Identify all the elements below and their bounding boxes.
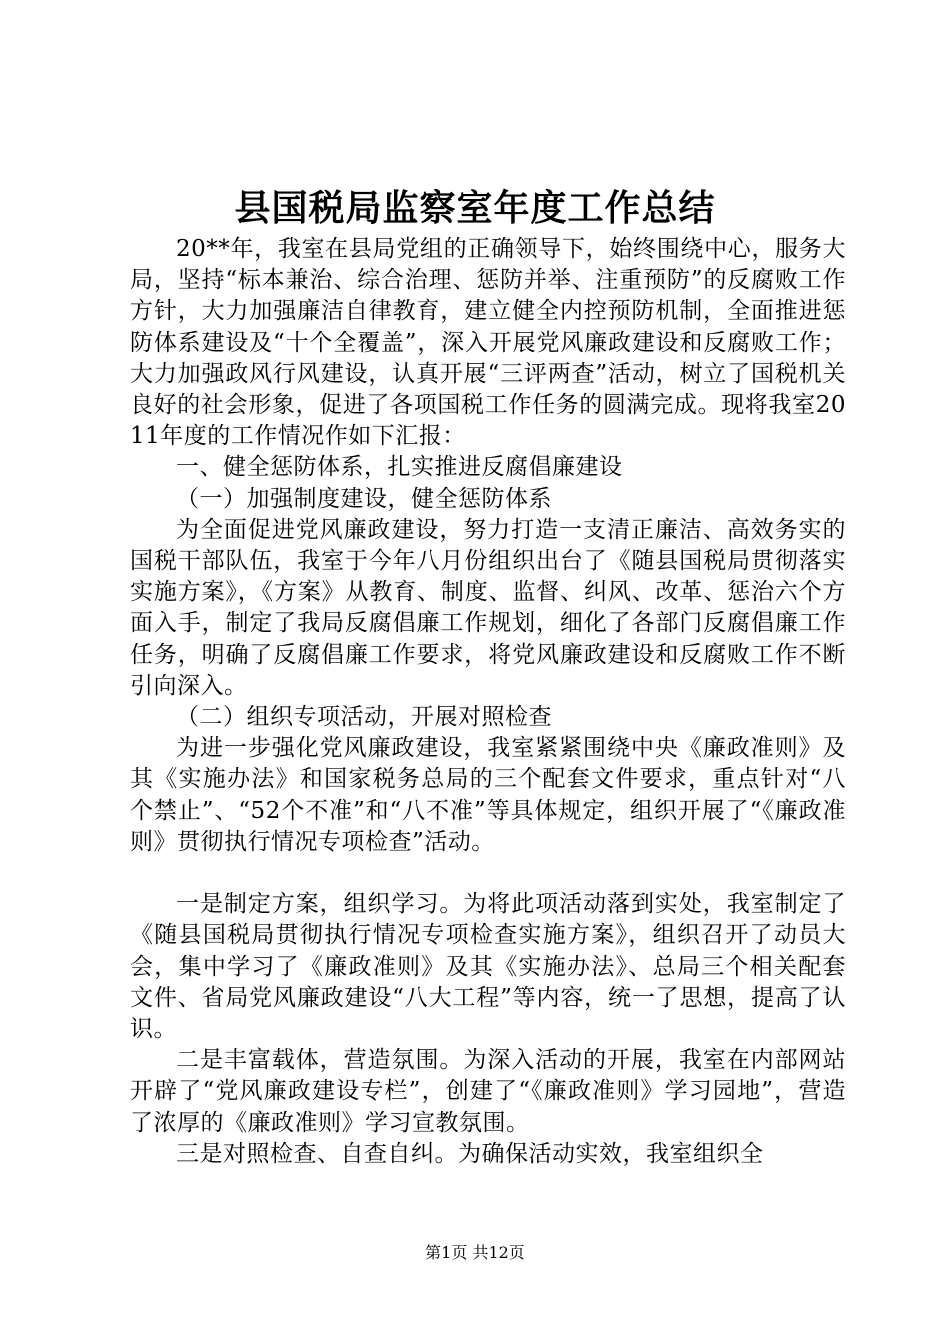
subsection-heading-2: （二）组织专项活动，开展对照检查 (176, 704, 552, 731)
document-title: 县国税局监察室年度工作总结 (234, 187, 716, 229)
intro-paragraph: 20**年，我室在县局党组的正确领导下，始终围绕中心，服务大局，坚持“标本兼治、综合治理、惩防并举、注重预防”的反腐败工作方针，大力加强廉洁自律教育，建立健全内控预防机制，全面推进惩防体系建设及“十个全覆盖”，深入开展党风廉政建设和反腐败工作；大力加强政风行风建设，认真开展“三评两查”活动，树立了国税机关良好的社会形象，促进了各项国税工作任务的圆满完成。现将我室2011年度的工作情况作如下汇报： (130, 236, 846, 450)
body-paragraph: 一是制定方案，组织学习。为将此项活动落到实处，我室制定了《随县国税局贯彻执行情况专项检查实施方案》，组织召开了动员大会，集中学习了《廉政准则》及其《实施办法》、总局三个相关配套文件、省局党风廉政建设“八大工程”等内容，统一了思想，提高了认识。 (130, 891, 846, 1043)
body-paragraph: 二是丰富载体，营造氛围。为深入活动的开展，我室在内部网站开辟了“党风廉政建设专栏”，创建了“《廉政准则》学习园地”，营造了浓厚的《廉政准则》学习宣教氛围。 (130, 1047, 846, 1136)
section-heading-1: 一、健全惩防体系，扎实推进反腐倡廉建设 (176, 454, 623, 481)
blank-line (130, 858, 846, 889)
body-paragraph: 为进一步强化党风廉政建设，我室紧紧围绕中央《廉政准则》及其《实施办法》和国家税务总局的三个配套文件要求，重点针对“八个禁止”、“52个不准”和“八不准”等具体规定，组织开展了“《廉政准则》贯彻执行情况专项检查”活动。 (130, 735, 846, 855)
subsection-heading-1: （一）加强制度建设，健全惩防体系 (176, 485, 552, 512)
page-number-footer: 第1页 共12页 (425, 1243, 525, 1262)
document-body (130, 234, 846, 1170)
body-paragraph: 为全面促进党风廉政建设，努力打造一支清正廉洁、高效务实的国税干部队伍，我室于今年八月份组织出台了《随县国税局贯彻落实实施方案》，《方案》从教育、制度、监督、纠风、改革、惩治六个方面入手，制定了我局反腐倡廉工作规划，细化了各部门反腐倡廉工作任务，明确了反腐倡廉工作要求，将党风廉政建设和反腐败工作不断引向深入。 (130, 516, 846, 699)
body-paragraph: 三是对照检查、自查自纠。为确保活动实效，我室组织全 (176, 1140, 764, 1167)
